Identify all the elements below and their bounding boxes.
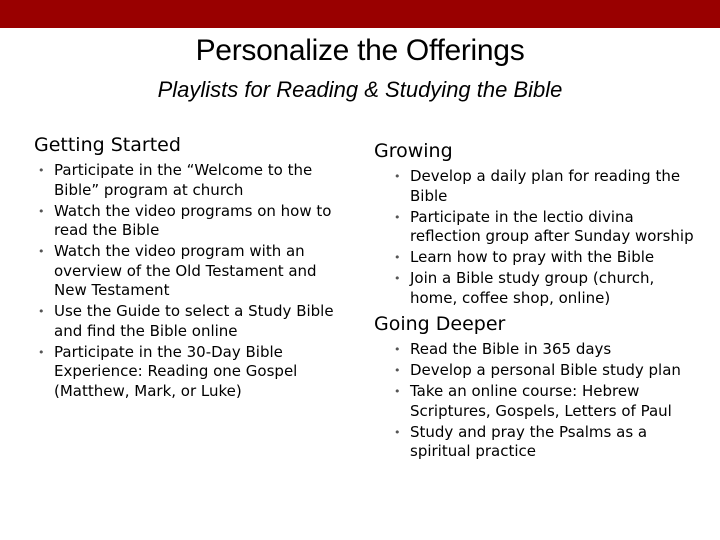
bullet-icon: • <box>394 272 401 285</box>
list-item-text: Read the Bible in 365 days <box>410 340 612 358</box>
left-column <box>34 133 354 403</box>
bullet-icon: • <box>394 251 401 264</box>
getting-started-list <box>34 161 354 401</box>
list-item-text: Participate in the 30-Day Bible Experience: Reading one Gospel (Matthew, Mark, or Luke) <box>54 342 298 400</box>
list-item <box>38 161 354 200</box>
bullet-icon: • <box>394 364 401 377</box>
bullet-icon: • <box>38 164 45 177</box>
going-deeper-heading: Going Deeper <box>374 313 506 335</box>
slide-title: Personalize the Offerings <box>195 34 525 67</box>
list-item <box>394 423 704 462</box>
list-item <box>38 202 354 241</box>
bullet-icon: • <box>38 204 45 218</box>
list-item-text: Take an online course: Hebrew Scriptures, Gospels, Letters of Paul <box>410 382 672 420</box>
list-item <box>394 361 704 381</box>
list-item <box>394 382 704 421</box>
list-item-text: Watch the video programs on how to read the Bible <box>54 201 332 239</box>
list-item <box>38 242 354 301</box>
list-item-text: Watch the video program with an overview of the Old Testament and New Testament <box>54 242 317 299</box>
bullet-icon: • <box>38 245 45 258</box>
top-accent-bar <box>0 0 720 28</box>
bullet-icon: • <box>394 385 401 398</box>
bullet-icon: • <box>394 343 401 356</box>
list-item-text: Learn how to pray with the Bible <box>410 248 655 266</box>
list-item <box>394 269 704 308</box>
going-deeper-list <box>374 340 704 462</box>
list-item-text: Develop a personal Bible study plan <box>410 361 681 379</box>
getting-started-heading: Getting Started <box>34 134 181 156</box>
list-item <box>38 302 354 341</box>
list-item <box>394 248 704 268</box>
bullet-icon: • <box>38 345 45 359</box>
list-item-text: Develop a daily plan for reading the Bible <box>410 167 681 205</box>
list-item <box>394 208 704 247</box>
list-item-text: Use the Guide to select a Study Bible and find the Bible online <box>54 302 334 340</box>
slide-subtitle: Playlists for Reading & Studying the Bible <box>157 77 563 102</box>
growing-heading: Growing <box>374 140 453 162</box>
bullet-icon: • <box>394 170 401 183</box>
growing-list <box>374 167 704 308</box>
right-column <box>374 139 704 463</box>
bullet-icon: • <box>394 425 401 439</box>
list-item-text: Study and pray the Psalms as a spiritual practice <box>410 422 648 460</box>
list-item-text: Join a Bible study group (church, home, coffee shop, online) <box>410 269 655 307</box>
list-item-text: Participate in the lectio divina reflection group after Sunday worship <box>410 207 694 245</box>
list-item-text: Participate in the “Welcome to the Bible” program at church <box>54 161 313 199</box>
list-item <box>38 343 354 402</box>
bullet-icon: • <box>38 305 45 318</box>
list-item <box>394 340 704 360</box>
bullet-icon: • <box>394 210 401 224</box>
list-item <box>394 167 704 206</box>
